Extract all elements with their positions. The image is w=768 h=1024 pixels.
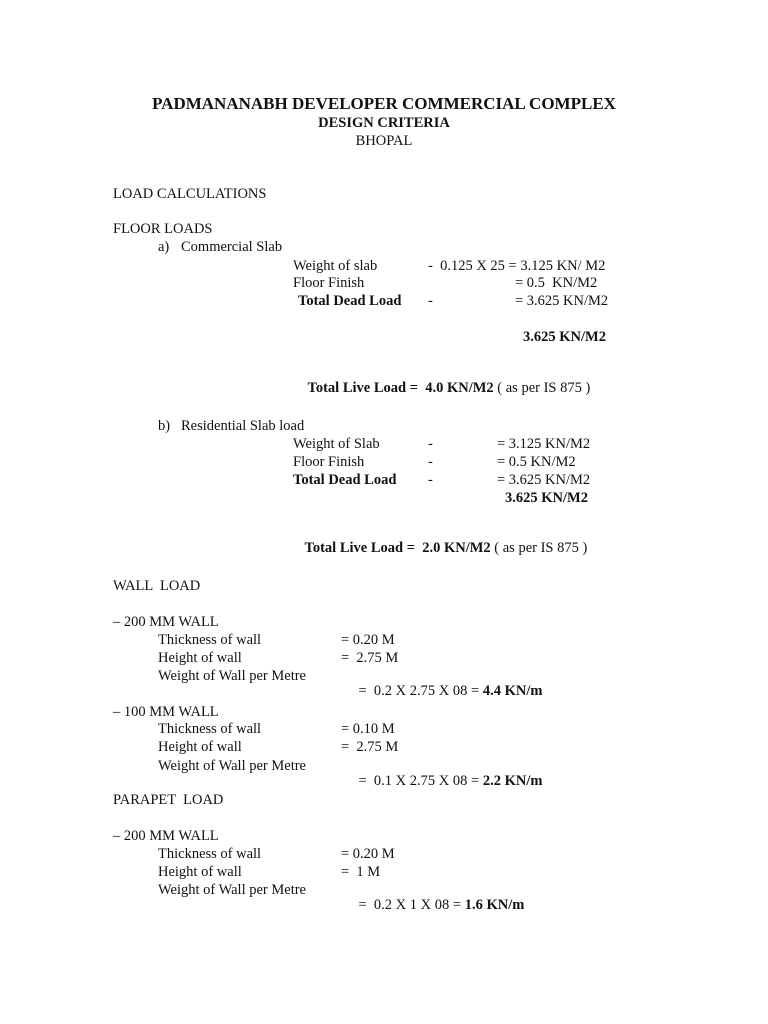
section-title: LOAD CALCULATIONS — [113, 186, 267, 202]
commercial-live-label: Total Live Load = 4.0 KN/M2 — [307, 379, 494, 396]
wall-load-heading: WALL LOAD — [113, 578, 201, 594]
commercial-live-note: ( as per IS 875 ) — [493, 379, 591, 396]
residential-weight-value: = 3.125 KN/M2 — [497, 436, 591, 452]
wall200-title: – 200 MM WALL — [113, 614, 219, 630]
wall200-weight-result: 4.4 KN/m — [482, 682, 543, 699]
residential-weight-label: Weight of Slab — [293, 436, 380, 452]
commercial-finish-label: Floor Finish — [293, 275, 365, 291]
document-city: BHOPAL — [355, 133, 413, 149]
residential-live-note: ( as per IS 875 ) — [490, 539, 588, 556]
parapet-wall200-title: – 200 MM WALL — [113, 828, 219, 844]
wall200-weight-calc: = 0.2 X 2.75 X 08 = — [358, 682, 483, 699]
residential-dead-dash: - — [428, 472, 433, 488]
wall200-height-value: = 2.75 M — [341, 650, 399, 666]
parapet-weight-value — [344, 883, 524, 927]
commercial-finish-value: = 0.5 KN/M2 — [515, 275, 598, 291]
residential-dead-label: Total Dead Load — [293, 472, 397, 488]
floor-loads-heading: FLOOR LOADS — [113, 221, 213, 237]
commercial-marker: a) — [158, 239, 170, 255]
wall100-thickness-label: Thickness of wall — [158, 721, 262, 737]
commercial-dead-dash: - — [428, 293, 433, 309]
wall100-weight-value — [344, 759, 542, 803]
commercial-weight-label: Weight of slab — [293, 258, 378, 274]
commercial-dead-value: = 3.625 KN/M2 — [515, 293, 609, 309]
document-title: PADMANANABH DEVELOPER COMMERCIAL COMPLEX — [152, 94, 616, 113]
residential-marker: b) — [158, 418, 171, 434]
parapet-weight-result: 1.6 KN/m — [464, 896, 525, 913]
wall200-weight-label: Weight of Wall per Metre — [158, 668, 306, 684]
parapet-thickness-label: Thickness of wall — [158, 846, 262, 862]
document-subtitle: DESIGN CRITERIA — [318, 115, 450, 131]
commercial-weight-value: - 0.125 X 25 = 3.125 KN/ M2 — [428, 258, 606, 274]
residential-live-load — [290, 526, 587, 570]
wall100-height-value: = 2.75 M — [341, 739, 399, 755]
parapet-thickness-value: = 0.20 M — [341, 846, 395, 862]
commercial-live-load — [293, 366, 590, 410]
residential-weight-dash: - — [428, 436, 433, 452]
wall200-thickness-label: Thickness of wall — [158, 632, 262, 648]
parapet-weight-calc: = 0.2 X 1 X 08 = — [358, 896, 465, 913]
wall100-height-label: Height of wall — [158, 739, 242, 755]
residential-total: 3.625 KN/M2 — [505, 490, 588, 506]
commercial-total: 3.625 KN/M2 — [523, 329, 606, 345]
commercial-slab-label: Commercial Slab — [181, 239, 283, 255]
wall100-weight-result: 2.2 KN/m — [482, 772, 543, 789]
residential-dead-value: = 3.625 KN/M2 — [497, 472, 591, 488]
wall200-thickness-value: = 0.20 M — [341, 632, 395, 648]
parapet-load-heading: PARAPET LOAD — [113, 792, 224, 808]
wall100-weight-calc: = 0.1 X 2.75 X 08 = — [358, 772, 483, 789]
wall200-height-label: Height of wall — [158, 650, 242, 666]
residential-finish-label: Floor Finish — [293, 454, 365, 470]
commercial-dead-label: Total Dead Load — [298, 293, 402, 309]
residential-live-label: Total Live Load = 2.0 KN/M2 — [304, 539, 491, 556]
wall100-weight-label: Weight of Wall per Metre — [158, 758, 306, 774]
parapet-height-value: = 1 M — [341, 864, 381, 880]
residential-finish-value: = 0.5 KN/M2 — [497, 454, 576, 470]
wall100-thickness-value: = 0.10 M — [341, 721, 395, 737]
parapet-height-label: Height of wall — [158, 864, 242, 880]
residential-slab-label: Residential Slab load — [181, 418, 305, 434]
wall100-title: – 100 MM WALL — [113, 704, 219, 720]
residential-finish-dash: - — [428, 454, 433, 470]
parapet-weight-label: Weight of Wall per Metre — [158, 882, 306, 898]
wall200-weight-value — [344, 669, 542, 713]
